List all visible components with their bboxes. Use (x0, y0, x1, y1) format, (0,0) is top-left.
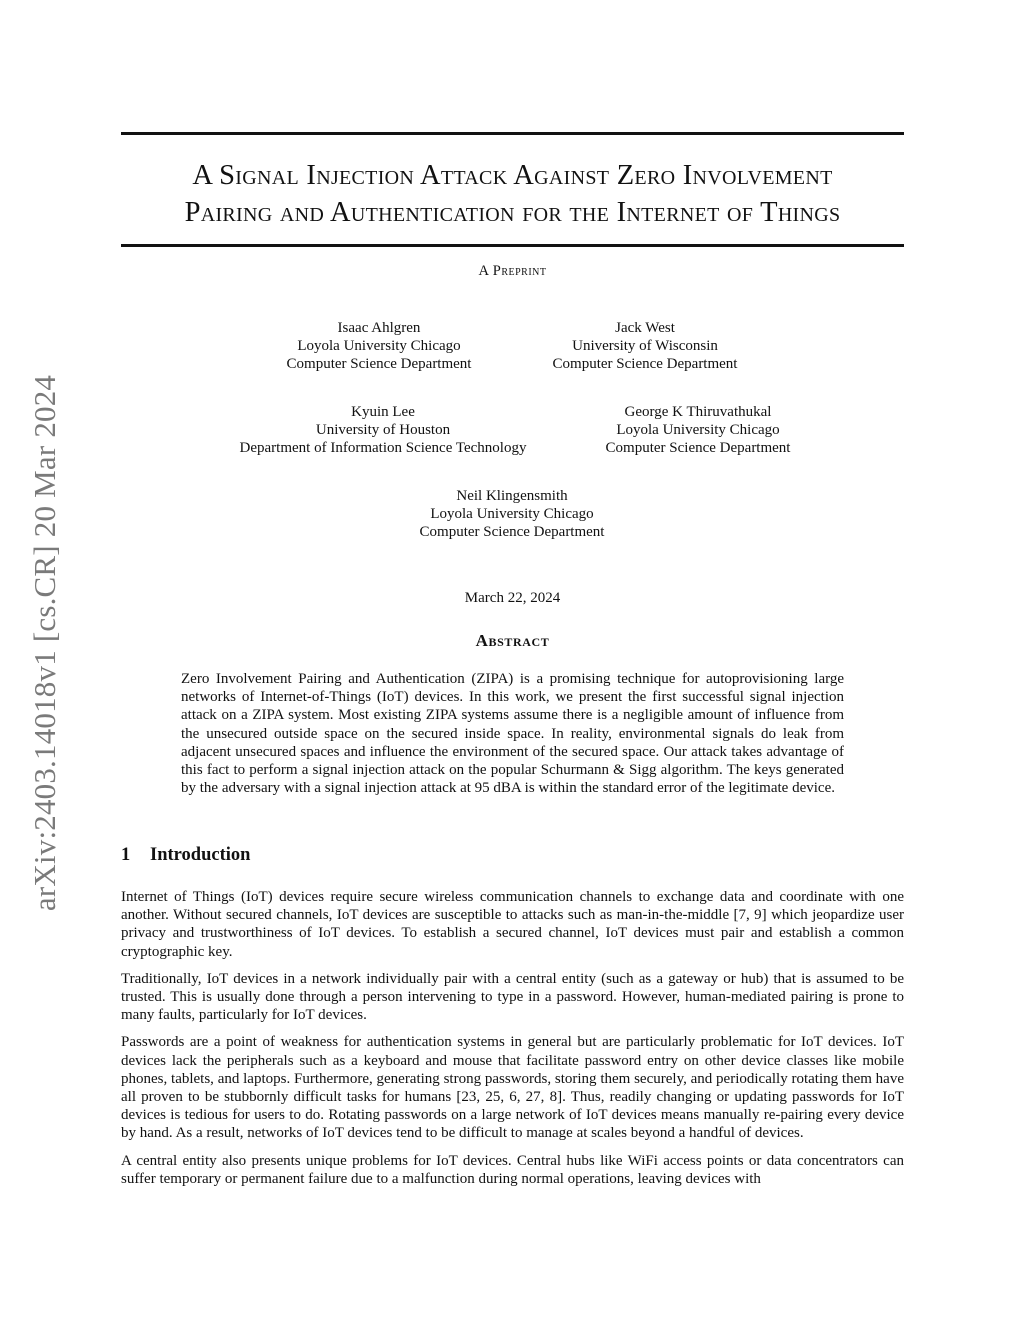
author-block (287, 319, 472, 373)
body-paragraph: Internet of Things (IoT) devices require secure wireless communication channels to exchange data and coordinate with one another. Without secured channels, IoT devices are susceptible to attacks such as man-in-the-middle [7, 9] which jeopardize user privacy and trustworthiness of IoT devices. To establish a secured channel, IoT devices must pair and establish a common cryptographic key. (121, 889, 904, 960)
title-rule-bottom (121, 244, 904, 247)
author-name: Neil Klingensmith (456, 488, 568, 504)
author-affiliation: Loyola University Chicago (430, 506, 594, 522)
author-department: Computer Science Department (552, 356, 738, 372)
section-body (121, 888, 904, 1197)
author-block (240, 403, 527, 457)
body-paragraph: Traditionally, IoT devices in a network individually pair with a central entity (such as a gateway or hub) that is assumed to be trusted. This is usually done through a person intervening to type in a password. However, human-mediated pairing is prone to many faults, particularly for IoT devices. (121, 970, 904, 1024)
paper-title-line-2: Pairing and Authentication for the Internet of Things (184, 197, 841, 228)
publication-date: March 22, 2024 (464, 590, 561, 606)
author-name: George K Thiruvathukal (624, 404, 772, 420)
author-name: Jack West (615, 320, 675, 336)
author-department: Computer Science Department (419, 524, 605, 540)
author-affiliation: Loyola University Chicago (297, 338, 461, 354)
author-affiliation: University of Houston (315, 422, 451, 438)
section-heading (121, 845, 250, 866)
section-title: Introduction (150, 845, 251, 865)
author-name: Isaac Ahlgren (337, 320, 421, 336)
author-affiliation: Loyola University Chicago (616, 422, 780, 438)
author-department: Department of Information Science Technology (239, 440, 527, 456)
paper-title (121, 157, 904, 231)
abstract-heading: Abstract (475, 631, 550, 650)
abstract-text: Zero Involvement Pairing and Authentication (ZIPA) is a promising technique for autoprovisioning large networks of Internet-of-Things (IoT) devices. In this work, we present the first successful signal injection attack on a ZIPA system. Most existing ZIPA systems assume there is a negligible amount of influence from the unsecured outside space on the secured inside space. In reality, environmental signals do leak from adjacent unsecured spaces and influence the environment of the secured space. Our attack takes advantage of this fact to perform a signal injection attack on the popular Schurmann & Sigg algorithm. The keys generated by the adversary with a signal injection attack at 95 dBA is within the standard error of the legitimate device. (181, 671, 844, 797)
title-rule-top (121, 132, 904, 135)
body-paragraph: Passwords are a point of weakness for authentication systems in general but are particularly problematic for IoT devices. IoT devices lack the peripherals such as a keyboard and mouse that facilitate password entry on other device classes like mobile phones, tablets, and laptops. Furthermore, generating strong passwords, storing them securely, and periodically rotating them have all proven to be stubbornly difficult tasks for humans [23, 25, 6, 27, 8]. Thus, readily changing or updating passwords for IoT devices is tedious for users to do. Rotating passwords on a large network of IoT devices means manually re-pairing every device by hand. As a result, networks of IoT devices tend to be difficult to manage at scales beyond a handful of devices. (121, 1034, 904, 1142)
author-block (606, 403, 791, 457)
author-block (420, 487, 605, 541)
body-paragraph: A central entity also presents unique problems for IoT devices. Central hubs like WiFi access points or data concentrators can suffer temporary or permanent failure due to a malfunction during normal operations, leaving devices with (121, 1152, 904, 1187)
section-number: 1 (121, 845, 131, 865)
paper-title-line-1: A Signal Injection Attack Against Zero Involvement (192, 160, 833, 191)
author-affiliation: University of Wisconsin (572, 338, 718, 354)
author-department: Computer Science Department (605, 440, 791, 456)
preprint-label: A Preprint (478, 263, 547, 279)
arxiv-identifier-stamp: arXiv:2403.14018v1 [cs.CR] 20 Mar 2024 (27, 374, 62, 912)
author-department: Computer Science Department (286, 356, 472, 372)
author-block (553, 319, 738, 373)
author-name: Kyuin Lee (351, 404, 415, 420)
